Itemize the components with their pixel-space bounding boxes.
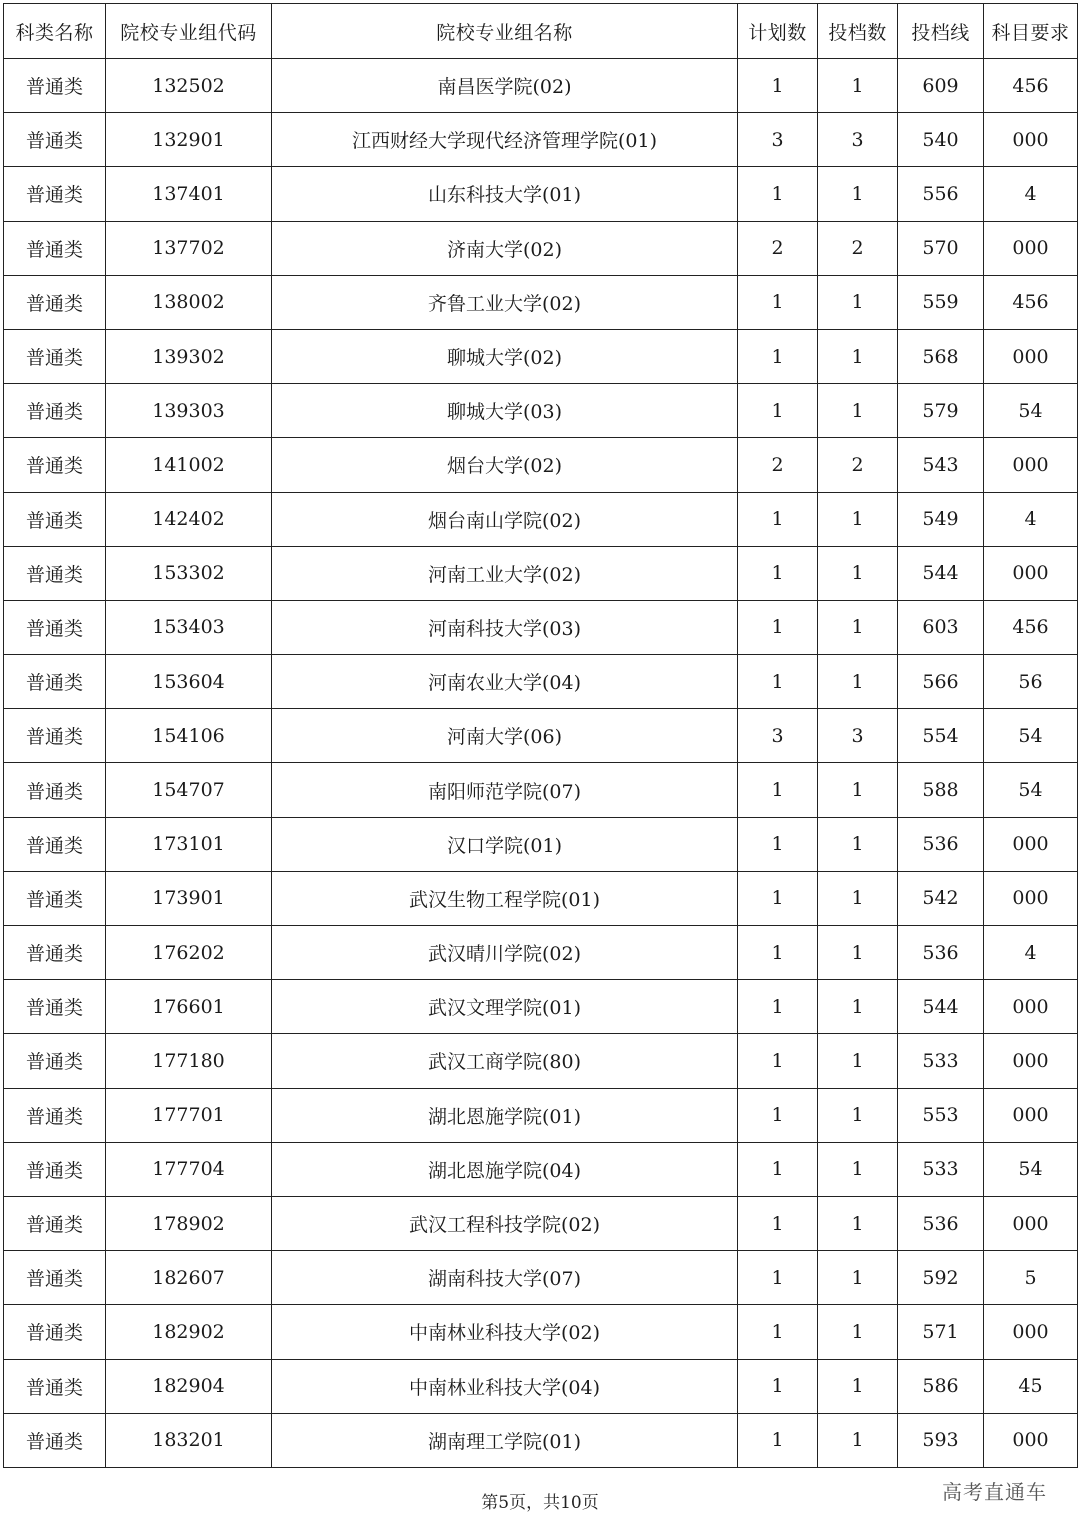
category-cell: 普通类 [4,1034,106,1088]
plan-count-cell: 1 [738,1034,818,1088]
category-cell: 普通类 [4,1196,106,1250]
table-row [4,221,1078,275]
table-row [4,167,1078,221]
plan-count-cell: 1 [738,329,818,383]
table-row [4,546,1078,600]
cutoff-score-cell: 609 [898,59,984,113]
cutoff-score-cell: 593 [898,1413,984,1467]
group-name-cell: 武汉工商学院(80) [272,1034,738,1088]
group-code-cell: 182902 [106,1305,272,1359]
group-code-cell: 137401 [106,167,272,221]
submitted-count-cell: 1 [818,600,898,654]
plan-count-cell: 3 [738,113,818,167]
plan-count-cell: 1 [738,1413,818,1467]
plan-count-cell: 1 [738,655,818,709]
submitted-count-cell: 3 [818,113,898,167]
cutoff-score-cell: 554 [898,709,984,763]
group-name-cell: 河南工业大学(02) [272,546,738,600]
submitted-count-cell: 1 [818,655,898,709]
category-cell: 普通类 [4,817,106,871]
plan-count-cell: 1 [738,384,818,438]
group-name-cell: 湖北恩施学院(01) [272,1088,738,1142]
subject-requirement-cell: 000 [984,221,1078,275]
cutoff-score-cell: 544 [898,980,984,1034]
group-name-cell: 河南科技大学(03) [272,600,738,654]
submitted-count-cell: 1 [818,926,898,980]
group-name-cell: 聊城大学(02) [272,329,738,383]
plan-count-cell: 1 [738,763,818,817]
submitted-count-cell: 1 [818,167,898,221]
plan-count-cell: 1 [738,1305,818,1359]
submitted-count-cell: 1 [818,384,898,438]
cutoff-score-cell: 566 [898,655,984,709]
cutoff-score-cell: 544 [898,546,984,600]
submitted-count-cell: 1 [818,1413,898,1467]
group-code-cell: 154106 [106,709,272,763]
subject-requirement-cell: 000 [984,871,1078,925]
submitted-count-cell: 2 [818,438,898,492]
table-row [4,275,1078,329]
subject-requirement-cell: 456 [984,59,1078,113]
table-header-row [4,4,1078,59]
table-row [4,763,1078,817]
header-cutoff-score: 投档线 [898,4,984,59]
subject-requirement-cell: 000 [984,1305,1078,1359]
table-row [4,384,1078,438]
category-cell: 普通类 [4,492,106,546]
group-code-cell: 183201 [106,1413,272,1467]
subject-requirement-cell: 000 [984,329,1078,383]
group-name-cell: 湖北恩施学院(04) [272,1142,738,1196]
subject-requirement-cell: 000 [984,438,1078,492]
cutoff-score-cell: 533 [898,1142,984,1196]
plan-count-cell: 1 [738,59,818,113]
subject-requirement-cell: 000 [984,1034,1078,1088]
table-row [4,1413,1078,1467]
group-code-cell: 177704 [106,1142,272,1196]
plan-count-cell: 1 [738,926,818,980]
submitted-count-cell: 1 [818,1251,898,1305]
submitted-count-cell: 1 [818,492,898,546]
plan-count-cell: 1 [738,275,818,329]
group-name-cell: 聊城大学(03) [272,384,738,438]
group-code-cell: 182904 [106,1359,272,1413]
category-cell: 普通类 [4,871,106,925]
subject-requirement-cell: 000 [984,1088,1078,1142]
plan-count-cell: 1 [738,1196,818,1250]
subject-requirement-cell: 456 [984,275,1078,329]
submitted-count-cell: 1 [818,1305,898,1359]
cutoff-score-cell: 579 [898,384,984,438]
subject-requirement-cell: 54 [984,1142,1078,1196]
group-code-cell: 182607 [106,1251,272,1305]
plan-count-cell: 3 [738,709,818,763]
category-cell: 普通类 [4,384,106,438]
header-plan-count: 计划数 [738,4,818,59]
cutoff-score-cell: 536 [898,926,984,980]
group-name-cell: 武汉生物工程学院(01) [272,871,738,925]
group-name-cell: 湖南科技大学(07) [272,1251,738,1305]
group-name-cell: 湖南理工学院(01) [272,1413,738,1467]
group-name-cell: 江西财经大学现代经济管理学院(01) [272,113,738,167]
group-code-cell: 153604 [106,655,272,709]
group-code-cell: 137702 [106,221,272,275]
category-cell: 普通类 [4,59,106,113]
plan-count-cell: 1 [738,1359,818,1413]
category-cell: 普通类 [4,113,106,167]
category-cell: 普通类 [4,655,106,709]
group-code-cell: 173101 [106,817,272,871]
subject-requirement-cell: 4 [984,926,1078,980]
table-body [4,59,1078,1468]
table-row [4,600,1078,654]
group-code-cell: 153403 [106,600,272,654]
subject-requirement-cell: 54 [984,384,1078,438]
subject-requirement-cell: 000 [984,1413,1078,1467]
category-cell: 普通类 [4,438,106,492]
group-code-cell: 176601 [106,980,272,1034]
table-row [4,655,1078,709]
table-row [4,817,1078,871]
group-code-cell: 142402 [106,492,272,546]
category-cell: 普通类 [4,546,106,600]
cutoff-score-cell: 586 [898,1359,984,1413]
group-code-cell: 153302 [106,546,272,600]
category-cell: 普通类 [4,926,106,980]
group-name-cell: 南昌医学院(02) [272,59,738,113]
cutoff-score-cell: 556 [898,167,984,221]
table-row [4,926,1078,980]
group-name-cell: 武汉晴川学院(02) [272,926,738,980]
group-code-cell: 132901 [106,113,272,167]
group-name-cell: 武汉文理学院(01) [272,980,738,1034]
group-code-cell: 178902 [106,1196,272,1250]
subject-requirement-cell: 56 [984,655,1078,709]
cutoff-score-cell: 549 [898,492,984,546]
cutoff-score-cell: 533 [898,1034,984,1088]
plan-count-cell: 1 [738,600,818,654]
subject-requirement-cell: 45 [984,1359,1078,1413]
header-group-code: 院校专业组代码 [106,4,272,59]
subject-requirement-cell: 4 [984,167,1078,221]
cutoff-score-cell: 559 [898,275,984,329]
cutoff-score-cell: 588 [898,763,984,817]
table-row [4,113,1078,167]
submitted-count-cell: 1 [818,817,898,871]
submitted-count-cell: 1 [818,1034,898,1088]
page-number: 第5页，共10页 [481,1493,599,1513]
header-subject-requirement: 科目要求 [984,4,1078,59]
submitted-count-cell: 1 [818,59,898,113]
subject-requirement-cell: 000 [984,546,1078,600]
plan-count-cell: 1 [738,871,818,925]
submitted-count-cell: 1 [818,980,898,1034]
plan-count-cell: 1 [738,817,818,871]
subject-requirement-cell: 000 [984,1196,1078,1250]
cutoff-score-cell: 553 [898,1088,984,1142]
cutoff-score-cell: 592 [898,1251,984,1305]
category-cell: 普通类 [4,1305,106,1359]
plan-count-cell: 2 [738,221,818,275]
subject-requirement-cell: 000 [984,980,1078,1034]
category-cell: 普通类 [4,1359,106,1413]
cutoff-score-cell: 536 [898,817,984,871]
group-name-cell: 河南农业大学(04) [272,655,738,709]
cutoff-score-cell: 540 [898,113,984,167]
plan-count-cell: 1 [738,546,818,600]
cutoff-score-cell: 542 [898,871,984,925]
group-name-cell: 烟台南山学院(02) [272,492,738,546]
plan-count-cell: 1 [738,492,818,546]
table-row [4,1034,1078,1088]
group-code-cell: 141002 [106,438,272,492]
subject-requirement-cell: 5 [984,1251,1078,1305]
plan-count-cell: 1 [738,980,818,1034]
submitted-count-cell: 1 [818,1088,898,1142]
subject-requirement-cell: 4 [984,492,1078,546]
group-name-cell: 南阳师范学院(07) [272,763,738,817]
group-code-cell: 177180 [106,1034,272,1088]
group-code-cell: 173901 [106,871,272,925]
group-code-cell: 154707 [106,763,272,817]
table-row [4,1142,1078,1196]
admission-table [3,3,1078,1468]
category-cell: 普通类 [4,221,106,275]
subject-requirement-cell: 000 [984,113,1078,167]
subject-requirement-cell: 54 [984,763,1078,817]
group-code-cell: 139302 [106,329,272,383]
cutoff-score-cell: 603 [898,600,984,654]
group-name-cell: 齐鲁工业大学(02) [272,275,738,329]
table-row [4,709,1078,763]
category-cell: 普通类 [4,600,106,654]
subject-requirement-cell: 456 [984,600,1078,654]
header-group-name: 院校专业组名称 [272,4,738,59]
subject-requirement-cell: 000 [984,817,1078,871]
table-row [4,1359,1078,1413]
cutoff-score-cell: 543 [898,438,984,492]
group-name-cell: 中南林业科技大学(04) [272,1359,738,1413]
cutoff-score-cell: 570 [898,221,984,275]
submitted-count-cell: 1 [818,871,898,925]
submitted-count-cell: 1 [818,329,898,383]
plan-count-cell: 1 [738,1088,818,1142]
table-row [4,329,1078,383]
submitted-count-cell: 1 [818,275,898,329]
group-code-cell: 176202 [106,926,272,980]
table-row [4,438,1078,492]
cutoff-score-cell: 568 [898,329,984,383]
subject-requirement-cell: 54 [984,709,1078,763]
group-name-cell: 山东科技大学(01) [272,167,738,221]
submitted-count-cell: 2 [818,221,898,275]
group-name-cell: 中南林业科技大学(02) [272,1305,738,1359]
header-submitted-count: 投档数 [818,4,898,59]
submitted-count-cell: 1 [818,763,898,817]
category-cell: 普通类 [4,763,106,817]
category-cell: 普通类 [4,1413,106,1467]
category-cell: 普通类 [4,275,106,329]
submitted-count-cell: 1 [818,1196,898,1250]
cutoff-score-cell: 536 [898,1196,984,1250]
submitted-count-cell: 1 [818,546,898,600]
table-row [4,1196,1078,1250]
header-category: 科类名称 [4,4,106,59]
group-name-cell: 汉口学院(01) [272,817,738,871]
group-name-cell: 武汉工程科技学院(02) [272,1196,738,1250]
table-row [4,1251,1078,1305]
admission-sheet [3,3,1077,1468]
plan-count-cell: 1 [738,1251,818,1305]
table-row [4,492,1078,546]
group-name-cell: 济南大学(02) [272,221,738,275]
category-cell: 普通类 [4,709,106,763]
category-cell: 普通类 [4,167,106,221]
plan-count-cell: 1 [738,1142,818,1196]
category-cell: 普通类 [4,1142,106,1196]
table-row [4,980,1078,1034]
category-cell: 普通类 [4,1088,106,1142]
table-row [4,1088,1078,1142]
group-name-cell: 河南大学(06) [272,709,738,763]
table-row [4,1305,1078,1359]
group-code-cell: 139303 [106,384,272,438]
table-row [4,871,1078,925]
watermark-text: 高考直通车 [942,1480,1047,1504]
submitted-count-cell: 1 [818,1142,898,1196]
plan-count-cell: 1 [738,167,818,221]
cutoff-score-cell: 571 [898,1305,984,1359]
submitted-count-cell: 3 [818,709,898,763]
plan-count-cell: 2 [738,438,818,492]
group-code-cell: 132502 [106,59,272,113]
category-cell: 普通类 [4,329,106,383]
group-name-cell: 烟台大学(02) [272,438,738,492]
category-cell: 普通类 [4,1251,106,1305]
group-code-cell: 177701 [106,1088,272,1142]
group-code-cell: 138002 [106,275,272,329]
submitted-count-cell: 1 [818,1359,898,1413]
category-cell: 普通类 [4,980,106,1034]
table-row [4,59,1078,113]
